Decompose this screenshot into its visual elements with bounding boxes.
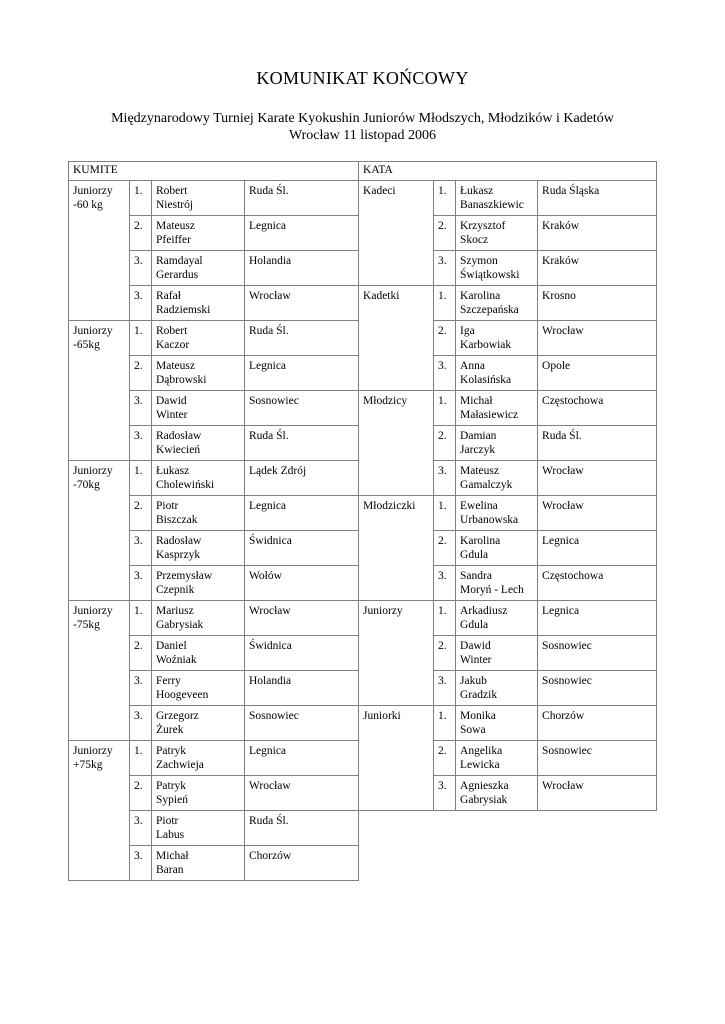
- subtitle-place-date: Wrocław 11 listopad 2006: [288, 128, 437, 143]
- kata-club: Kraków: [538, 216, 657, 251]
- kata-competitor: Karolina Gdula: [456, 531, 538, 566]
- kumite-place: 2.: [130, 496, 152, 531]
- kata-competitor: Łukasz Banaszkiewic: [456, 181, 538, 216]
- kata-club: Krosno: [538, 286, 657, 321]
- kumite-place: 1.: [130, 741, 152, 776]
- kata-club: Wrocław: [538, 776, 657, 811]
- kumite-competitor: Mateusz Dąbrowski: [152, 356, 245, 391]
- kumite-club: Wrocław: [245, 601, 359, 636]
- kumite-competitor: Radosław Kwiecień: [152, 426, 245, 461]
- kumite-place: 1.: [130, 461, 152, 496]
- kumite-club: Ruda Śl.: [245, 181, 359, 216]
- kumite-competitor: Mateusz Pfeiffer: [152, 216, 245, 251]
- kata-competitor: Monika Sowa: [456, 706, 538, 741]
- kata-competitor: Ewelina Urbanowska: [456, 496, 538, 531]
- table-row: [69, 601, 657, 636]
- kata-place: 2.: [434, 321, 456, 356]
- table-row: [69, 286, 657, 321]
- kumite-place: 2.: [130, 636, 152, 671]
- kumite-place: 1.: [130, 181, 152, 216]
- kata-place: 1.: [434, 496, 456, 531]
- kata-club: Ruda Śląska: [538, 181, 657, 216]
- kumite-competitor: Dawid Winter: [152, 391, 245, 426]
- kumite-place: 3.: [130, 671, 152, 706]
- kumite-place: 3.: [130, 706, 152, 741]
- kata-place: 2.: [434, 636, 456, 671]
- kata-place: 2.: [434, 426, 456, 461]
- kata-empty-area: [359, 811, 657, 881]
- kumite-club: Legnica: [245, 356, 359, 391]
- kata-competitor: Damian Jarczyk: [456, 426, 538, 461]
- kata-competitor: Angelika Lewicka: [456, 741, 538, 776]
- kata-place: 1.: [434, 601, 456, 636]
- kumite-club: Legnica: [245, 741, 359, 776]
- kumite-category: Juniorzy -65kg: [69, 321, 130, 461]
- kumite-category: Juniorzy -70kg: [69, 461, 130, 601]
- kata-club: Częstochowa: [538, 566, 657, 601]
- kumite-competitor: Mariusz Gabrysiak: [152, 601, 245, 636]
- kata-place: 1.: [434, 391, 456, 426]
- kata-club: Sosnowiec: [538, 741, 657, 776]
- kumite-competitor: Robert Kaczor: [152, 321, 245, 356]
- table-row: [69, 181, 657, 216]
- kumite-place: 2.: [130, 356, 152, 391]
- kumite-club: Legnica: [245, 216, 359, 251]
- kata-place: 2.: [434, 531, 456, 566]
- kata-competitor: Arkadiusz Gdula: [456, 601, 538, 636]
- kata-category: Kadeci: [359, 181, 434, 286]
- table-row: [69, 391, 657, 426]
- kumite-competitor: Michał Baran: [152, 846, 245, 881]
- kumite-club: Sosnowiec: [245, 391, 359, 426]
- kata-place: 2.: [434, 741, 456, 776]
- kumite-place: 1.: [130, 601, 152, 636]
- kumite-place: 3.: [130, 566, 152, 601]
- kata-club: Legnica: [538, 531, 657, 566]
- kata-competitor: Krzysztof Skocz: [456, 216, 538, 251]
- kumite-competitor: Piotr Biszczak: [152, 496, 245, 531]
- kumite-competitor: Radosław Kasprzyk: [152, 531, 245, 566]
- kumite-competitor: Patryk Sypień: [152, 776, 245, 811]
- kumite-club: Sosnowiec: [245, 706, 359, 741]
- kumite-place: 3.: [130, 391, 152, 426]
- kumite-place: 1.: [130, 321, 152, 356]
- kumite-club: Holandia: [245, 251, 359, 286]
- kumite-club: Legnica: [245, 496, 359, 531]
- kata-place: 3.: [434, 671, 456, 706]
- kata-place: 3.: [434, 566, 456, 601]
- kata-place: 1.: [434, 181, 456, 216]
- kumite-place: 3.: [130, 251, 152, 286]
- table-row: [69, 496, 657, 531]
- kumite-club: Wołów: [245, 566, 359, 601]
- kata-club: Sosnowiec: [538, 671, 657, 706]
- kumite-competitor: Przemysław Czepnik: [152, 566, 245, 601]
- kumite-club: Świdnica: [245, 636, 359, 671]
- kumite-competitor: Patryk Zachwieja: [152, 741, 245, 776]
- kata-club: Legnica: [538, 601, 657, 636]
- kumite-club: Lądek Zdrój: [245, 461, 359, 496]
- kumite-club: Ruda Śl.: [245, 426, 359, 461]
- kata-category: Juniorki: [359, 706, 434, 811]
- kata-club: Kraków: [538, 251, 657, 286]
- kumite-competitor: Ramdayal Gerardus: [152, 251, 245, 286]
- table-row: [69, 706, 657, 741]
- kumite-competitor: Robert Niestrój: [152, 181, 245, 216]
- kumite-club: Holandia: [245, 671, 359, 706]
- kumite-competitor: Piotr Labus: [152, 811, 245, 846]
- kata-club: Wrocław: [538, 321, 657, 356]
- kumite-place: 3.: [130, 811, 152, 846]
- kata-club: Wrocław: [538, 496, 657, 531]
- kata-competitor: Jakub Gradzik: [456, 671, 538, 706]
- kata-club: Ruda Śl.: [538, 426, 657, 461]
- kumite-competitor: Rafał Radziemski: [152, 286, 245, 321]
- kata-place: 3.: [434, 461, 456, 496]
- kumite-club: Świdnica: [245, 531, 359, 566]
- kumite-competitor: Daniel Woźniak: [152, 636, 245, 671]
- kumite-club: Chorzów: [245, 846, 359, 881]
- kumite-place: 3.: [130, 846, 152, 881]
- kumite-place: 2.: [130, 776, 152, 811]
- kata-club: Wrocław: [538, 461, 657, 496]
- kumite-place: 3.: [130, 286, 152, 321]
- kata-club: Częstochowa: [538, 391, 657, 426]
- kata-header: KATA: [359, 162, 657, 181]
- kata-place: 3.: [434, 356, 456, 391]
- kata-competitor: Mateusz Gamalczyk: [456, 461, 538, 496]
- results-table: [68, 161, 657, 881]
- kumite-competitor: Łukasz Cholewiński: [152, 461, 245, 496]
- kumite-competitor: Ferry Hoogeveen: [152, 671, 245, 706]
- kata-club: Chorzów: [538, 706, 657, 741]
- kata-category: Młodziczki: [359, 496, 434, 601]
- kumite-club: Ruda Śl.: [245, 811, 359, 846]
- kumite-place: 2.: [130, 216, 152, 251]
- kata-competitor: Anna Kolasińska: [456, 356, 538, 391]
- kata-competitor: Michał Małasiewicz: [456, 391, 538, 426]
- kata-place: 2.: [434, 216, 456, 251]
- kata-competitor: Dawid Winter: [456, 636, 538, 671]
- kata-place: 1.: [434, 706, 456, 741]
- kumite-club: Ruda Śl.: [245, 321, 359, 356]
- kata-competitor: Karolina Szczepańska: [456, 286, 538, 321]
- kumite-club: Wrocław: [245, 776, 359, 811]
- kata-club: Sosnowiec: [538, 636, 657, 671]
- kata-category: Kadetki: [359, 286, 434, 391]
- kata-competitor: Sandra Moryń - Lech: [456, 566, 538, 601]
- kumite-category: Juniorzy -60 kg: [69, 181, 130, 321]
- kata-competitor: Agnieszka Gabrysiak: [456, 776, 538, 811]
- kata-category: Juniorzy: [359, 601, 434, 706]
- kata-place: 3.: [434, 251, 456, 286]
- kumite-place: 3.: [130, 426, 152, 461]
- document-subtitle: [0, 110, 725, 144]
- kumite-header: KUMITE: [69, 162, 359, 181]
- table-row: [69, 811, 657, 846]
- kumite-category: Juniorzy -75kg: [69, 601, 130, 741]
- kata-place: 3.: [434, 776, 456, 811]
- kata-competitor: Iga Karbowiak: [456, 321, 538, 356]
- kata-place: 1.: [434, 286, 456, 321]
- kumite-category: Juniorzy +75kg: [69, 741, 130, 881]
- kumite-place: 3.: [130, 531, 152, 566]
- document-title: KOMUNIKAT KOŃCOWY: [256, 68, 469, 88]
- kata-competitor: Szymon Świątkowski: [456, 251, 538, 286]
- subtitle-event: Międzynarodowy Turniej Karate Kyokushin Juniorów Młodszych, Młodzików i Kadetów: [111, 111, 614, 126]
- kata-club: Opole: [538, 356, 657, 391]
- kumite-club: Wrocław: [245, 286, 359, 321]
- kata-category: Młodzicy: [359, 391, 434, 496]
- kumite-competitor: Grzegorz Żurek: [152, 706, 245, 741]
